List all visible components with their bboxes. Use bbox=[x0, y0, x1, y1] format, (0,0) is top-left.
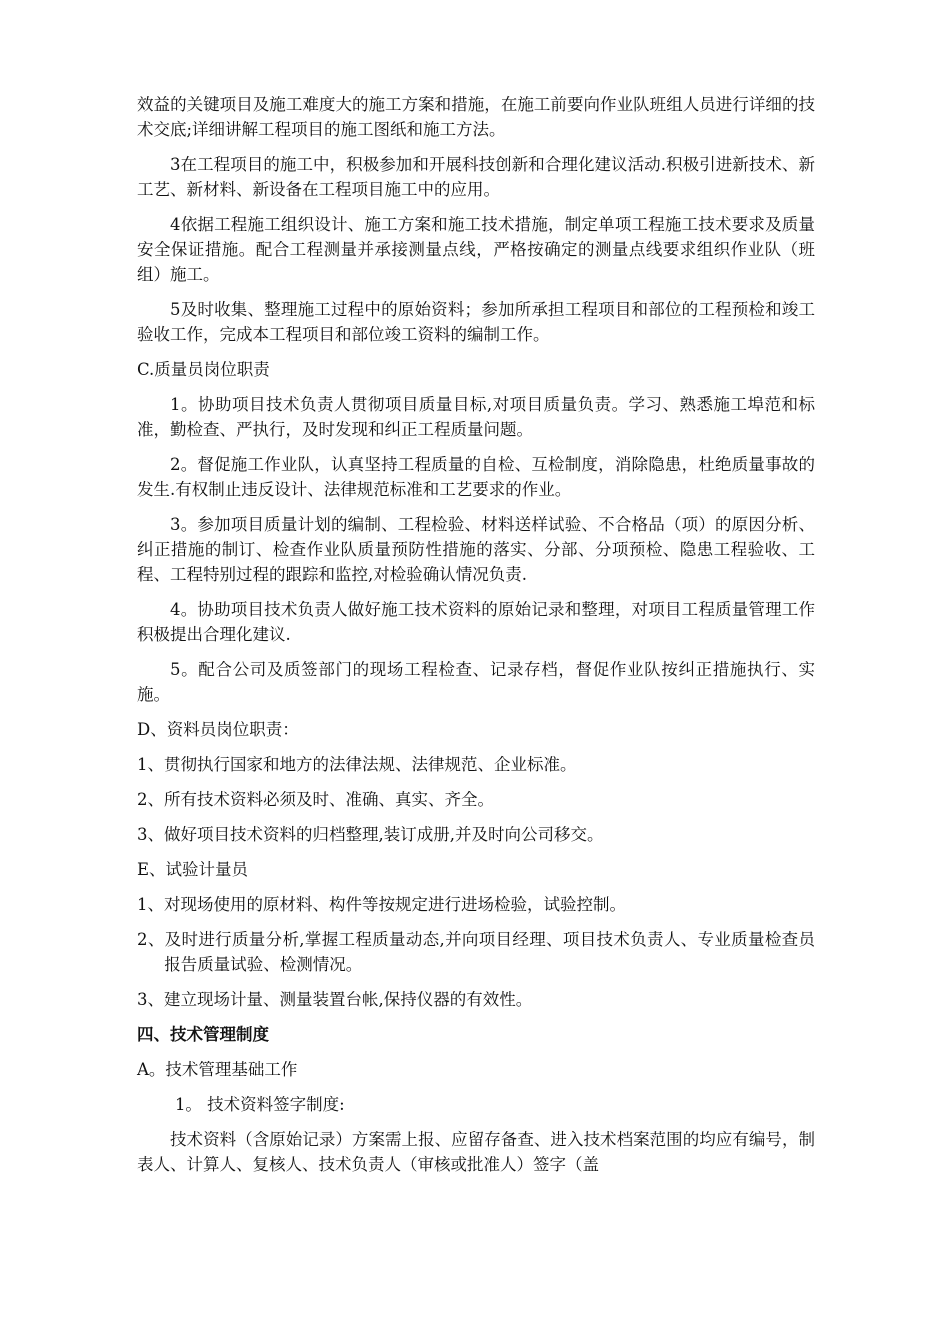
list-item-e1: 1、对现场使用的原材料、构件等按规定进行进场检验，试验控制。 bbox=[137, 895, 626, 914]
paragraph-c2: 2。督促施工作业队，认真坚持工程质量的自检、互检制度，消除隐患，杜绝质量事故的发生.有权制止违反设计、法律规范标准和工艺要求的作业。 bbox=[137, 455, 815, 499]
section-heading-e: E、试验计量员 bbox=[137, 860, 249, 879]
list-item-d1: 1、贯彻执行国家和地方的法律法规、法律规范、企业标准。 bbox=[137, 755, 577, 774]
paragraph-c3: 3。参加项目质量计划的编制、工程检验、材料送样试验、不合格品（项）的原因分析、纠正措施的制订、检查作业队质量预防性措施的落实、分部、分项预检、隐患工程验收、工程、工程特别过程的跟踪和监控,对检验确认情况负责. bbox=[137, 515, 815, 584]
list-item-d3: 3、做好项目技术资料的归档整理,装订成册,并及时向公司移交。 bbox=[137, 825, 604, 844]
paragraph-1: 效益的关键项目及施工难度大的施工方案和措施，在施工前要向作业队班组人员进行详细的技术交底;详细讲解工程项目的施工图纸和施工方法。 bbox=[137, 95, 815, 139]
list-item-e3: 3、建立现场计量、测量装置台帐,保持仪器的有效性。 bbox=[137, 990, 533, 1009]
section-heading-c: C.质量员岗位职责 bbox=[137, 360, 270, 379]
paragraph-3: 4依据工程施工组织设计、施工方案和施工技术措施，制定单项工程施工技术要求及质量安全保证措施。配合工程测量并承接测量点线，严格按确定的测量点线要求组织作业队（班组）施工。 bbox=[137, 215, 815, 284]
list-item-d2: 2、所有技术资料必须及时、准确、真实、齐全。 bbox=[137, 790, 494, 809]
paragraph-c4: 4。协助项目技术负责人做好施工技术资料的原始记录和整理，对项目工程质量管理工作积极提出合理化建议. bbox=[137, 600, 815, 644]
paragraph-2: 3在工程项目的施工中，积极参加和开展科技创新和合理化建议活动.积极引进新技术、新工艺、新材料、新设备在工程项目施工中的应用。 bbox=[137, 155, 815, 199]
section-heading-a: A。技术管理基础工作 bbox=[137, 1060, 298, 1079]
paragraph-c1: 1。协助项目技术负责人贯彻项目质量目标,对项目质量负责。学习、熟悉施工埠范和标准，勤检查、严执行，及时发现和纠正工程质量问题。 bbox=[137, 395, 815, 439]
document-page bbox=[137, 92, 815, 1187]
paragraph-a1: 技术资料（含原始记录）方案需上报、应留存备查、进入技术档案范围的均应有编号，制表人、计算人、复核人、技术负责人（审核或批准人）签字（盖 bbox=[137, 1130, 815, 1174]
section-heading-d: D、资料员岗位职责： bbox=[137, 720, 299, 739]
chapter-heading-4: 四、技术管理制度 bbox=[137, 1025, 269, 1044]
step-heading-1: 1。 技术资料签字制度: bbox=[174, 1095, 345, 1114]
paragraph-c5: 5。配合公司及质签部门的现场工程检查、记录存档，督促作业队按纠正措施执行、实施。 bbox=[137, 660, 815, 704]
paragraph-4: 5及时收集、整理施工过程中的原始资料；参加所承担工程项目和部位的工程预检和竣工验收工作，完成本工程项目和部位竣工资料的编制工作。 bbox=[137, 300, 815, 344]
list-item-e2: 2、及时进行质量分析,掌握工程质量动态,并向项目经理、项目技术负责人、专业质量检查员报告质量试验、检测情况。 bbox=[137, 930, 815, 974]
